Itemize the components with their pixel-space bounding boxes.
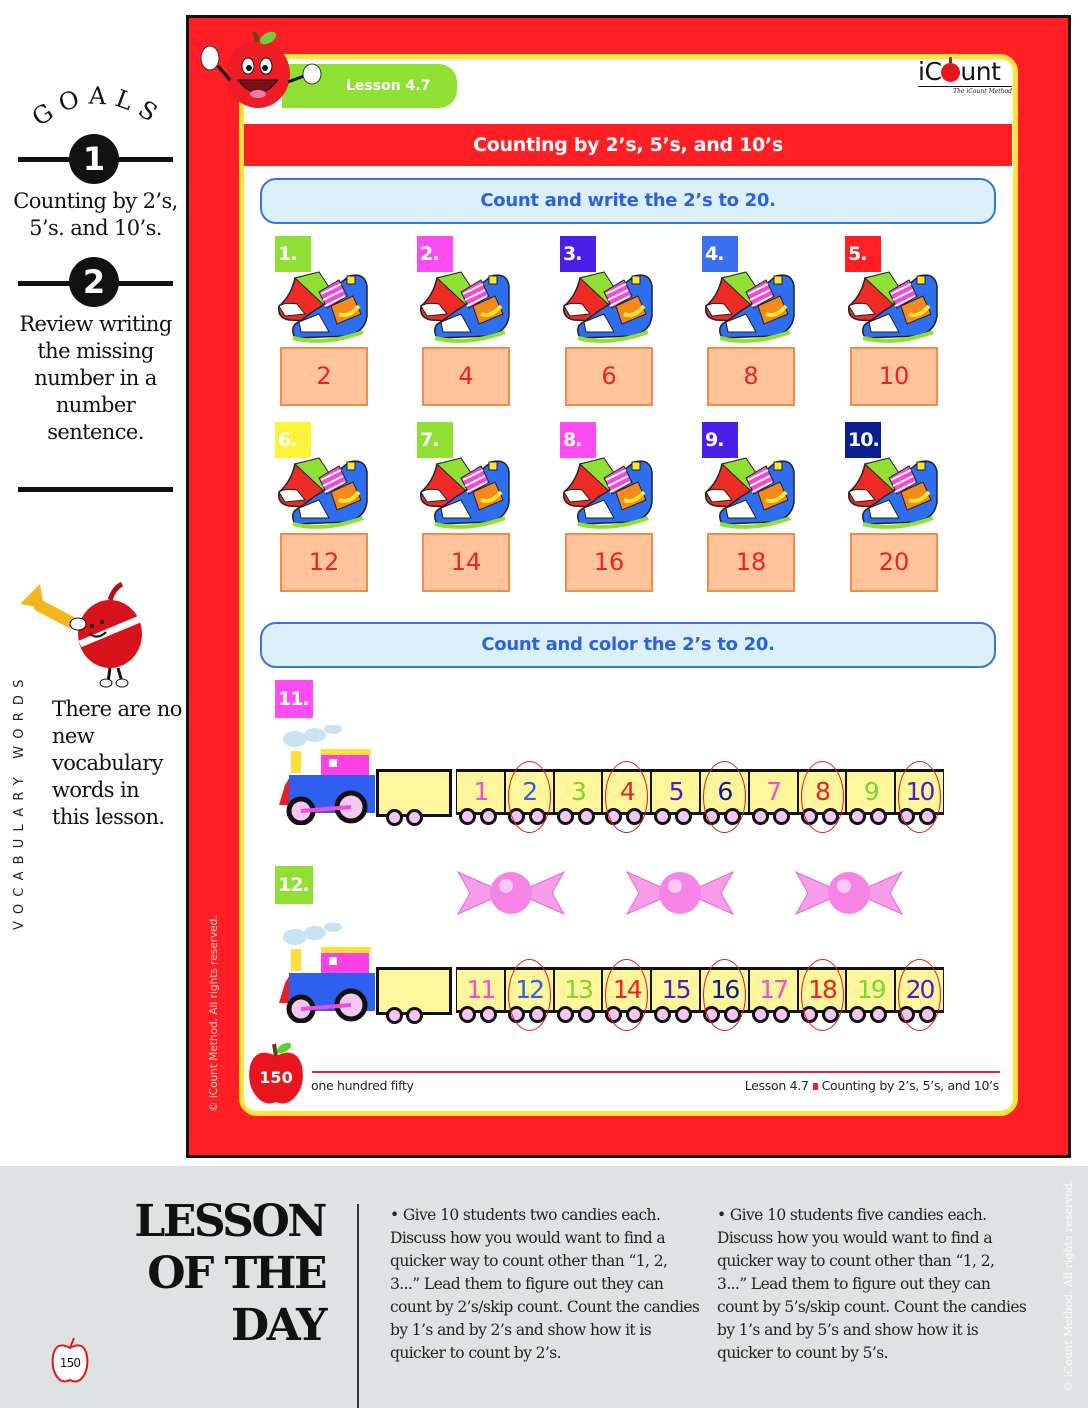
shoe-problem [560,422,660,592]
wheel-icon [578,808,595,825]
train-car[interactable] [505,967,554,1023]
answer-box[interactable]: 4 [422,347,510,406]
problem-number-badge: 9. [702,422,738,458]
train-car-number: 19 [856,975,885,1004]
sneakers-icon [417,452,513,530]
train-car[interactable] [456,967,505,1023]
answer-box[interactable]: 18 [707,533,795,592]
train-car-number: 16 [710,975,739,1004]
lotd-activity-2: • Give 10 students five candies each. Discuss how you would want to find a quicker way to count other than “1, 2, 3...” Lead them to figure out they can count by 5’s/skip count. Count the candies by 1’s and by 5’s and show how it is quicker to count by 5’s. [717,1206,1027,1362]
train-car-number: 1 [473,777,488,806]
wheel-icon [406,809,423,826]
sneakers-icon [275,452,371,530]
goals-heading-text: GOALS [27,81,170,132]
circle-mark [605,761,648,833]
candy-icon [625,868,735,918]
logo-wordmark: iC unt [918,57,1001,86]
footer-lesson: Lesson 4.7 [744,1078,809,1093]
apple-mascot-icon [196,30,331,110]
train-tender [376,967,456,1023]
lesson-of-the-day-title [100,1196,325,1352]
sneakers-icon [417,266,513,344]
train-car[interactable] [846,967,895,1023]
wheel-icon [870,808,887,825]
shoe-problem [845,236,945,406]
train-car[interactable] [749,967,798,1023]
sneakers-icon [560,452,656,530]
train-car-number: 3 [571,777,585,806]
wheel-icon [675,1006,692,1023]
problem-number-badge: 5. [845,236,881,272]
goal-number-badge: 2 [69,257,119,307]
wheel-icon [480,808,497,825]
wheel-icon [386,1007,403,1024]
train-car[interactable] [700,769,749,825]
problem-number-badge: 2. [417,236,453,272]
shoe-problem [417,422,517,592]
answer-box[interactable]: 20 [850,533,938,592]
title-line: DAY [230,1300,325,1351]
train-car-number: 20 [905,975,934,1004]
train-car[interactable] [846,769,895,825]
footer-topic: Counting by 2’s, 5’s, and 10’s [821,1078,999,1093]
train-car-number: 10 [905,777,934,806]
train-car[interactable] [602,769,651,825]
shoe-problem [702,236,802,406]
train-car[interactable] [798,967,847,1023]
section-2-instruction: Count and color the 2’s to 20. [260,622,996,668]
sneakers-icon [702,452,798,530]
train-car[interactable] [749,769,798,825]
shoe-problem [845,422,945,592]
problem-number-badge: 6. [275,422,311,458]
wheel-icon [773,808,790,825]
circle-mark [703,761,746,833]
shoe-problem [417,236,517,406]
answer-box[interactable]: 8 [707,347,795,406]
wheel-icon [557,1006,574,1023]
train-car-number: 12 [515,975,544,1004]
sneakers-icon [560,266,656,344]
train-car[interactable] [798,769,847,825]
vocabulary-words-text: There are no new vocabulary words in this lesson. [52,697,182,829]
circle-mark [605,959,648,1031]
answer-box[interactable]: 14 [422,533,510,592]
candy-icon [794,868,904,918]
train-car[interactable] [651,967,700,1023]
wheel-icon [459,808,476,825]
lotd-activity-1: • Give 10 students two candies each. Discuss how you would want to find a quicker way to count other than “1, 2, 3...” Lead them to figure out they can count by 2’s/skip count. Count the candies by 1’s and by 2’s and show how it is quicker to count by 2’s. [390,1206,700,1362]
wheel-icon [654,808,671,825]
separator-dot [813,1083,818,1090]
problem-number-badge: 8. [560,422,596,458]
wheel-icon [578,1006,595,1023]
circle-mark [508,959,551,1031]
circle-mark [508,761,551,833]
sidebar [0,0,186,1165]
wheel-icon [752,1006,769,1023]
circle-mark [703,959,746,1031]
wheel-icon [773,1006,790,1023]
apple-o-icon [941,63,960,82]
train-tender [376,769,456,825]
problem-number-badge: 1. [275,236,311,272]
train-car-number: 6 [717,777,732,806]
wheel-icon [849,808,866,825]
train-car[interactable] [505,769,554,825]
wheel-icon [459,1006,476,1023]
wheel-icon [480,1006,497,1023]
sneakers-icon [275,266,371,344]
wheel-icon [870,1006,887,1023]
train-car-number: 8 [815,777,829,806]
wheel-icon [386,809,403,826]
wheel-icon [849,1006,866,1023]
problem-number-badge: 12. [275,866,313,904]
problem-number-badge: 3. [560,236,596,272]
train-car[interactable] [554,967,603,1023]
train-car-number: 13 [564,975,592,1004]
train-car-number: 15 [661,975,690,1004]
train-car-number: 5 [668,777,683,806]
circle-mark [801,959,844,1031]
train-car-number: 7 [766,777,781,806]
answer-box[interactable]: 16 [565,533,653,592]
train-engine-icon [277,923,375,1023]
worksheet-copyright: © iCount Method. All rights reserved. [208,915,220,1112]
train-car-number: 4 [619,777,634,806]
lotd-divider [357,1204,359,1408]
train-car[interactable] [895,967,944,1023]
goal-number-badge: 1 [69,134,119,184]
vocabulary-words-label: VOCABULARY WORDS [12,672,27,930]
train-car[interactable] [651,769,700,825]
icount-logo [918,58,1012,100]
answer-box[interactable]: 10 [850,347,938,406]
shoe-problem [702,422,802,592]
problem-number-badge: 4. [702,236,738,272]
goals-heading [18,78,178,138]
circle-mark [801,761,844,833]
number-train [277,923,947,1023]
circle-mark [898,761,941,833]
answer-box[interactable]: 6 [565,347,653,406]
train-car[interactable] [456,769,505,825]
train-car-number: 18 [808,975,836,1004]
train-car[interactable] [554,769,603,825]
wheel-icon [654,1006,671,1023]
title-line: LESSON [134,1196,325,1247]
train-cars [456,967,944,1023]
shoe-problem [275,422,375,592]
train-car-number: 14 [612,975,641,1004]
sneakers-icon [845,266,941,344]
train-car[interactable] [602,967,651,1023]
shoe-problem [275,236,375,406]
candy-icon [456,868,566,918]
problem-number-badge: 11. [275,680,313,718]
footer-rule [312,1071,1000,1073]
sneakers-icon [702,266,798,344]
train-car-number: 9 [863,777,878,806]
train-car[interactable] [700,967,749,1023]
footer-lesson-topic [745,1078,999,1093]
goal-2-text: Review writing the missing number in a number sentence. [19,312,172,444]
section-1-instruction: Count and write the 2’s to 20. [260,178,996,224]
page-number-words: one hundred fifty [311,1078,414,1093]
wheel-icon [557,808,574,825]
worksheet-title: Counting by 2’s, 5’s, and 10’s [244,124,1012,166]
train-car[interactable] [895,769,944,825]
train-car-number: 11 [466,975,495,1004]
answer-box[interactable]: 12 [280,533,368,592]
train-cars [456,769,944,825]
wheel-icon [675,808,692,825]
number-train [277,725,947,825]
goals-end-divider [18,487,173,492]
trumpet-apple-mascot-icon [18,582,148,690]
problem-number-badge: 7. [417,422,453,458]
train-car-number: 2 [522,777,537,806]
circle-mark [898,959,941,1031]
problem-number-badge: 10. [845,422,881,458]
logo-tagline: The iCount Method [918,86,1012,95]
train-car-number: 17 [759,975,788,1004]
wheel-icon [406,1007,423,1024]
wheel-icon [752,808,769,825]
title-line: OF THE [147,1248,325,1299]
lotd-copyright: © iCount Method. All rights reserved. [1062,1179,1075,1392]
train-engine-icon [277,725,375,825]
goal-1-text: Counting by 2’s, 5’s. and 10’s. [13,189,178,240]
page-number: 150 [259,1068,293,1087]
answer-box[interactable]: 2 [280,347,368,406]
lesson-number-pill: Lesson 4.7 [282,64,457,108]
lotd-page-number: 150 [59,1356,81,1370]
svg-text:GOALS [27,81,169,131]
sneakers-icon [845,452,941,530]
shoe-problem [560,236,660,406]
